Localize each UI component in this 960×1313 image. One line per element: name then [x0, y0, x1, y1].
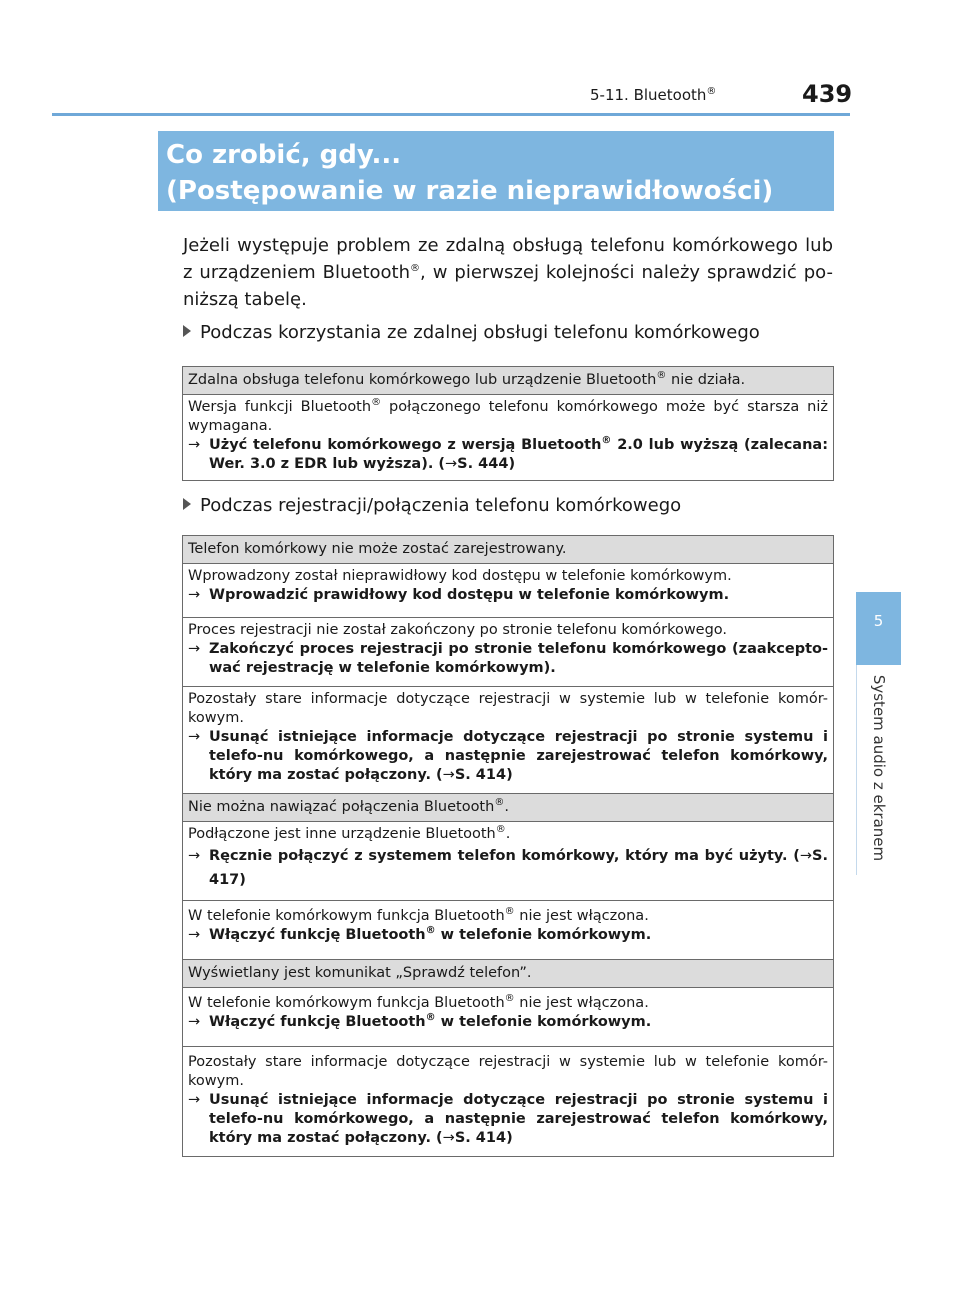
cause-text: Wersja funkcji Bluetooth® połączonego telefonu komórkowego może być starsza niż wymagana.: [188, 397, 828, 434]
cause-text: Podłączone jest inne urządzenie Bluetooth®.: [188, 824, 511, 842]
table-row: [183, 395, 834, 481]
table-row: [183, 564, 834, 618]
arrow-icon: →: [188, 927, 201, 943]
action-text: → Usunąć istniejące informacje dotyczące rejestracji po stronie systemu i telefo-nu komórkowego, a następnie zarejestrować telefon komórkowy, który ma zostać połączony. (→S. 414): [188, 729, 828, 783]
bullet-triangle-icon: [183, 325, 191, 337]
arrow-icon: →: [188, 641, 201, 657]
action-text: → Użyć telefonu komórkowego z wersją Bluetooth® 2.0 lub wyższą (zalecana: Wer. 3.0 z EDR lub wyższa). (→S. 444): [188, 435, 828, 472]
arrow-icon: →: [188, 437, 201, 453]
table-registration: [182, 535, 834, 1157]
header-rule: [52, 113, 850, 116]
problem-header: Wyświetlany jest komunikat „Sprawdź telefon”.: [183, 960, 834, 988]
section1-heading: Podczas korzystania ze zdalnej obsługi telefonu komórkowego: [183, 322, 760, 343]
cause-text: Pozostały stare informacje dotyczące rejestracji w systemie lub w telefonie komór-kowym.: [188, 691, 828, 726]
arrow-icon: →: [188, 1092, 201, 1108]
section2-heading: Podczas rejestracji/połączenia telefonu komórkowego: [183, 495, 681, 516]
action-text: → Zakończyć proces rejestracji po stronie telefonu komórkowego (zaakcepto-wać rejestrację w telefonie komórkowym).: [188, 641, 828, 676]
title-line-2: (Postępowanie w razie nieprawidłowości): [166, 176, 774, 206]
table-remote-operation: [182, 366, 834, 481]
action-text: → Wprowadzić prawidłowy kod dostępu w telefonie komórkowym.: [188, 587, 730, 603]
problem-header: Nie można nawiązać połączenia Bluetooth®.: [183, 794, 834, 822]
table-row: [183, 1047, 834, 1157]
cause-text: Proces rejestracji nie został zakończony po stronie telefonu komórkowego.: [188, 622, 728, 638]
table-row: [183, 960, 834, 988]
cause-text: W telefonie komórkowym funkcja Bluetooth® nie jest włączona.: [188, 993, 649, 1011]
page-number: 439: [802, 80, 853, 108]
page-title: [158, 131, 834, 211]
action-text: → Usunąć istniejące informacje dotyczące rejestracji po stronie systemu i telefo-nu komórkowego, a następnie zarejestrować telefon komórkowy, który ma zostać połączony. (→S. 414): [188, 1092, 828, 1146]
bullet-triangle-icon: [183, 498, 191, 510]
table-row: [183, 822, 834, 901]
cause-text: W telefonie komórkowym funkcja Bluetooth® nie jest włączona.: [188, 906, 649, 924]
arrow-icon: →: [188, 587, 201, 603]
arrow-icon: →: [188, 848, 201, 864]
table-row: [183, 536, 834, 564]
action-text: → Włączyć funkcję Bluetooth® w telefonie komórkowym.: [188, 1012, 652, 1030]
chapter-number: 5: [873, 612, 884, 630]
chapter-tab: [856, 592, 901, 665]
table-row: [183, 794, 834, 822]
table-row: [183, 687, 834, 794]
cause-text: Pozostały stare informacje dotyczące rejestracji w systemie lub w telefonie komór-kowym.: [188, 1054, 828, 1089]
arrow-icon: →: [188, 1014, 201, 1030]
chapter-title: System audio z ekranem: [870, 674, 888, 862]
action-text: → Ręcznie połączyć z systemem telefon komórkowy, który ma być użyty. (→S. 417): [188, 844, 828, 892]
table-row: [183, 618, 834, 687]
arrow-icon: →: [188, 729, 201, 745]
intro-paragraph: Jeżeli występuje problem ze zdalną obsługą telefonu komórkowego lub z urządzeniem Bluetooth®, w pierwszej kolejności należy sprawdzić po-niższą tabelę.: [183, 235, 833, 310]
cause-text: Wprowadzony został nieprawidłowy kod dostępu w telefonie komórkowym.: [188, 568, 732, 584]
table-row: [183, 367, 834, 395]
problem-header: Telefon komórkowy nie może zostać zarejestrowany.: [183, 536, 834, 564]
section-title: 5-11. Bluetooth®: [590, 86, 717, 104]
problem-header: Zdalna obsługa telefonu komórkowego lub urządzenie Bluetooth® nie działa.: [183, 367, 834, 395]
table-row: [183, 988, 834, 1047]
title-line-1: Co zrobić, gdy...: [166, 140, 402, 170]
table-row: [183, 901, 834, 960]
action-text: → Włączyć funkcję Bluetooth® w telefonie komórkowym.: [188, 925, 652, 943]
